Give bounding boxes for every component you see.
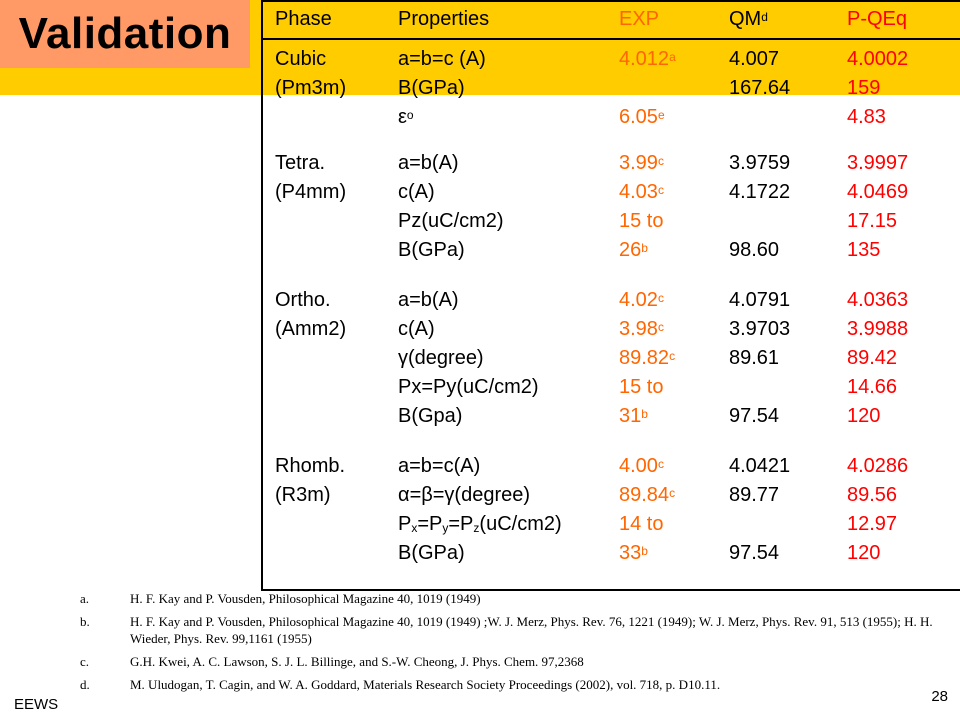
qm-cell: [729, 149, 790, 265]
property-line: B(GPa): [398, 77, 465, 99]
pqeq-value: 4.0002: [847, 48, 909, 70]
qm-value: 4.007: [729, 48, 780, 70]
exp-value: 4.012$^a$: [619, 48, 676, 70]
properties-cell: [398, 452, 562, 568]
reference-item: a. H. F. Kay and P. Vousden, Philosophical Magazine 40, 1019 (1949): [80, 591, 481, 606]
property-line: a=b(A): [398, 289, 459, 311]
header-qm: $QM^d$: [729, 8, 768, 30]
phase-line: Cubic: [275, 48, 327, 70]
exp-cell: [619, 149, 664, 265]
exp-value: 33$^b$: [619, 542, 648, 564]
reference-item: c. G.H. Kwei, A. C. Lawson, S. J. L. Billinge, and S.-W. Cheong, J. Phys. Chem. 97,2368: [80, 654, 584, 669]
pqeq-value: 3.9997: [847, 152, 909, 174]
qm-cell: [729, 286, 790, 431]
exp-value: 15 to: [619, 210, 664, 232]
pqeq-value: 135: [847, 239, 881, 261]
qm-value: 98.60: [729, 239, 780, 261]
pqeq-value: 12.97: [847, 513, 898, 535]
exp-value: 31$^b$: [619, 405, 648, 427]
qm-value: [729, 207, 790, 236]
property-line: γ(degree): [398, 347, 484, 369]
phase-line: (Pm3m): [275, 77, 347, 99]
property-line: α=β=γ(degree): [398, 484, 531, 506]
pqeq-value: 120: [847, 405, 881, 427]
header-pqeq: P-QEq: [847, 8, 908, 30]
validation-table: [261, 0, 960, 591]
pqeq-value: 3.9988: [847, 318, 909, 340]
property-line: Pz(uC/cm2): [398, 210, 504, 232]
property-line: c(A): [398, 318, 435, 340]
pqeq-value: 89.42: [847, 347, 898, 369]
pqeq-cell: [847, 286, 908, 431]
exp-value: 4.02$^c$: [619, 289, 664, 311]
qm-value: [729, 103, 790, 132]
qm-value: 97.54: [729, 405, 780, 427]
references: [80, 590, 940, 699]
phase-line: (P4mm): [275, 181, 347, 203]
header-exp: EXP: [619, 8, 660, 30]
exp-value: 89.84$^c$: [619, 484, 676, 506]
reference-item: d. M. Uludogan, T. Cagin, and W. A. Goddard, Materials Research Society Proceedings (2002), vol. 718, p. D10.11.: [80, 677, 721, 692]
header-properties: Properties: [398, 8, 490, 30]
exp-value: 26$^b$: [619, 239, 648, 261]
qm-value: 97.54: [729, 542, 780, 564]
property-line: c(A): [398, 181, 435, 203]
pqeq-value: 17.15: [847, 210, 898, 232]
slide-title-box: [0, 0, 250, 68]
table-header-row: [263, 2, 960, 40]
pqeq-value: 89.56: [847, 484, 898, 506]
property-line: B(GPa): [398, 542, 465, 564]
exp-cell: [619, 286, 675, 431]
qm-value: 3.9703: [729, 318, 791, 340]
properties-cell: [398, 45, 486, 132]
property-line: a=b=c (A): [398, 48, 486, 70]
property-line: a=b=c(A): [398, 455, 481, 477]
header-phase: Phase: [275, 8, 332, 30]
properties-cell: [398, 149, 504, 265]
exp-value: 4.00$^c$: [619, 455, 664, 477]
phase-cell: [275, 149, 346, 207]
property-line: $\varepsilon^o$: [398, 106, 414, 128]
exp-cell: [619, 45, 676, 132]
phase-line: Rhomb.: [275, 455, 346, 477]
pqeq-cell: [847, 452, 908, 568]
phase-cell: [275, 452, 345, 510]
pqeq-cell: [847, 149, 908, 265]
property-line: B(GPa): [398, 239, 465, 261]
phase-line: Tetra.: [275, 152, 326, 174]
pqeq-value: 159: [847, 77, 881, 99]
qm-value: [729, 510, 790, 539]
exp-value: 3.99$^c$: [619, 152, 664, 174]
exp-cell: [619, 452, 675, 568]
pqeq-cell: [847, 45, 908, 132]
phase-line: Ortho.: [275, 289, 331, 311]
pqeq-value: 4.0363: [847, 289, 909, 311]
footer-logo-text: EEWS: [14, 696, 59, 713]
pqeq-value: 14.66: [847, 376, 898, 398]
phase-line: (R3m): [275, 484, 331, 506]
pqeq-value: 4.0286: [847, 455, 909, 477]
phase-cell: [275, 45, 346, 103]
qm-cell: [729, 45, 790, 132]
qm-value: 4.0421: [729, 455, 791, 477]
qm-value: 4.0791: [729, 289, 791, 311]
property-line: Px=Py(uC/cm2): [398, 376, 539, 398]
properties-cell: [398, 286, 539, 431]
qm-value: 167.64: [729, 77, 791, 99]
exp-value: 15 to: [619, 376, 664, 398]
qm-value: 4.1722: [729, 181, 791, 203]
exp-value: 6.05e: [619, 106, 665, 128]
property-line: B(Gpa): [398, 405, 463, 427]
property-line: a=b(A): [398, 152, 459, 174]
page-number: 28: [931, 688, 948, 705]
exp-value: 4.03$^c$: [619, 181, 664, 203]
phase-cell: [275, 286, 346, 344]
qm-value: 89.77: [729, 484, 780, 506]
qm-value: 89.61: [729, 347, 780, 369]
exp-value: 14 to: [619, 513, 664, 535]
exp-value: 89.82$^c$: [619, 347, 676, 369]
pqeq-value: 4.83: [847, 106, 886, 128]
pqeq-value: 120: [847, 542, 881, 564]
exp-value: 3.98$^c$: [619, 318, 664, 340]
exp-value: [619, 74, 676, 103]
pqeq-value: 4.0469: [847, 181, 909, 203]
qm-value: 3.9759: [729, 152, 791, 174]
phase-line: (Amm2): [275, 318, 347, 340]
property-line: $P_x=P_y=P_z(uC/cm2)$: [398, 513, 562, 535]
reference-item: b. H. F. Kay and P. Vousden, Philosophical Magazine 40, 1019 (1949) ;W. J. Merz, Phys. Rev. 76, 1221 (1949); W. J. Merz, Phys. Rev. 91, 513 (1955); H. H. Wieder, Phys. Rev. 99,1161 (1955): [80, 614, 933, 646]
qm-cell: [729, 452, 790, 568]
qm-value: [729, 373, 790, 402]
slide-title: Validation: [18, 9, 232, 58]
